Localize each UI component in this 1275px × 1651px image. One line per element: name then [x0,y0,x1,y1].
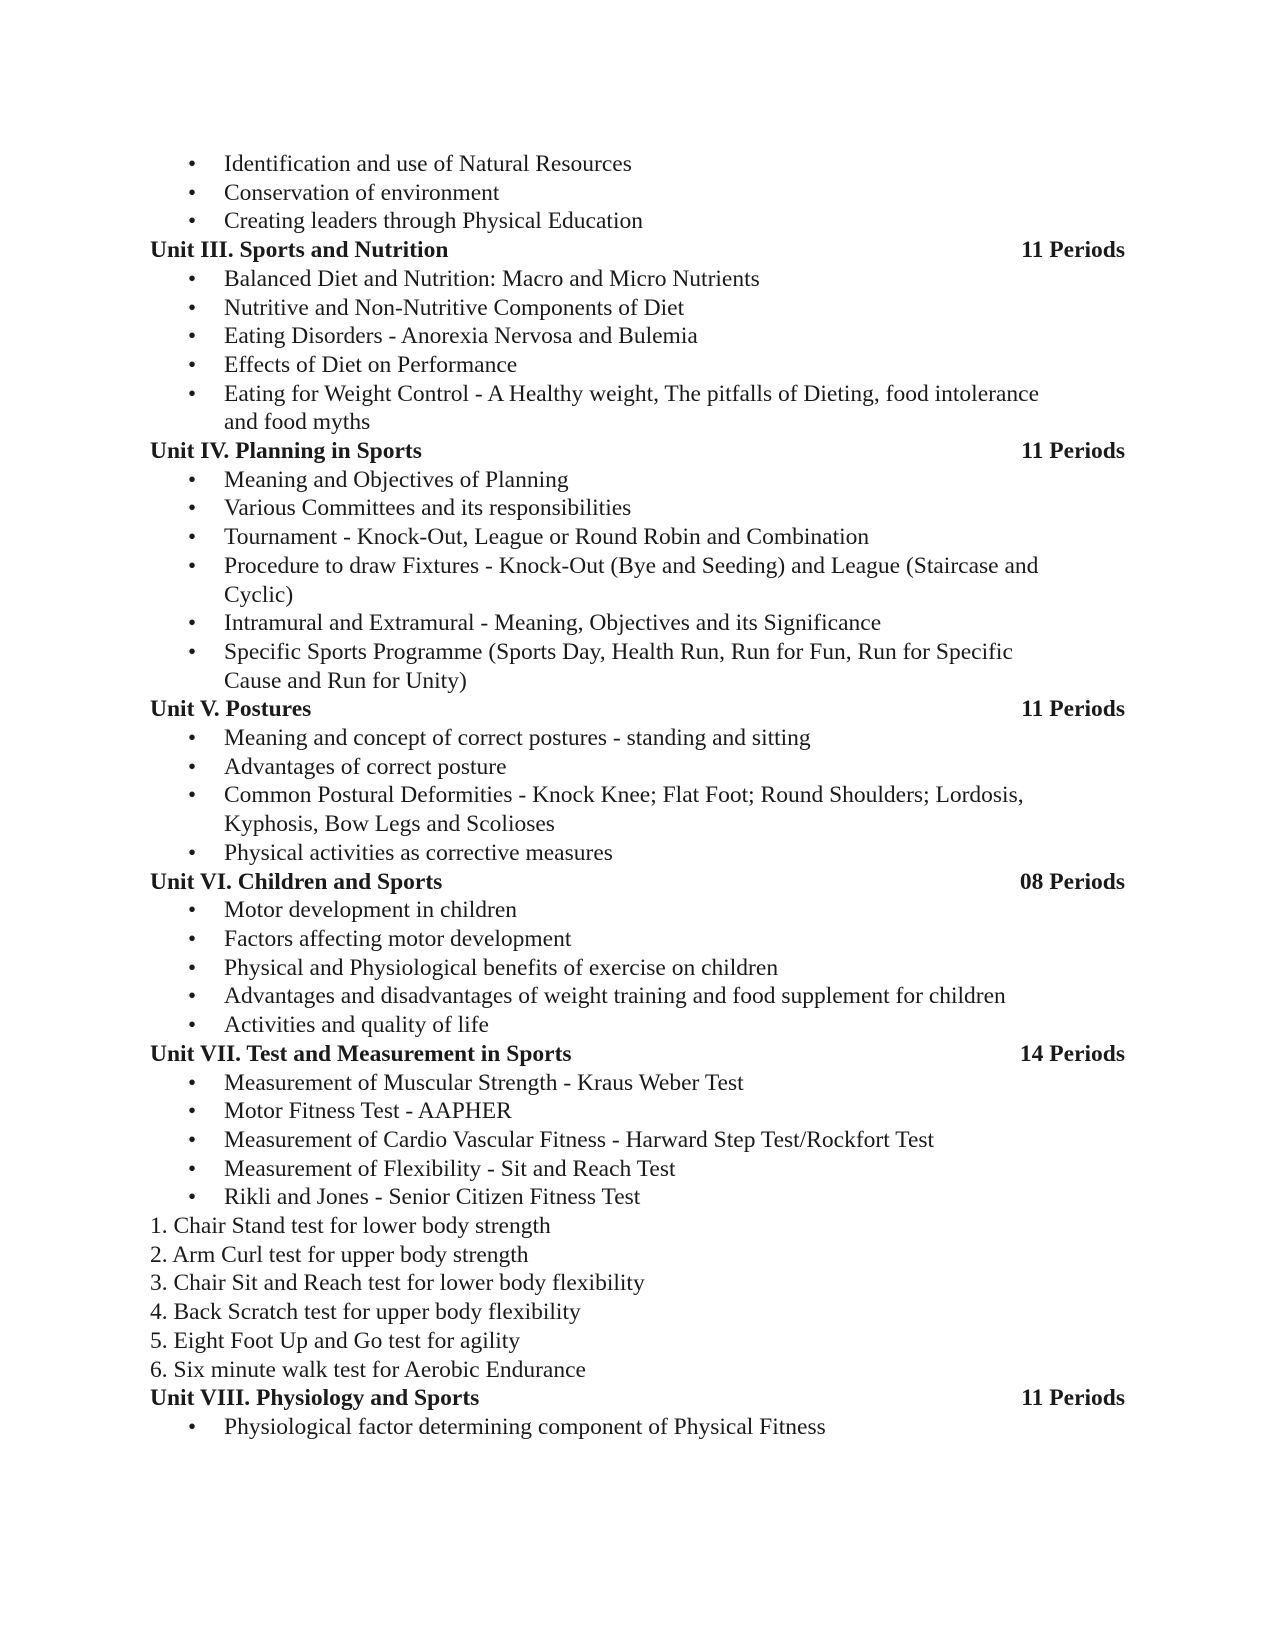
list-item: • Various Committees and its responsibilities [150,494,1125,523]
unit-periods: 08 Periods [1019,868,1125,895]
list-item: • Conservation of environment [150,179,1125,208]
unit-periods: 11 Periods [1021,696,1125,723]
list-item: • Motor development in children [150,896,1125,925]
numbered-item: 5. Eight Foot Up and Go test for agility [150,1327,521,1354]
list-item: • Measurement of Muscular Strength - Kraus Weber Test [150,1069,1125,1098]
unit-periods: 14 Periods [1019,1040,1125,1067]
list-item: • Meaning and Objectives of Planning [150,466,1125,495]
unit-periods: 11 Periods [1021,237,1125,264]
unit-heading [150,1384,1125,1413]
list-item: • Factors affecting motor development [150,925,1125,954]
list-item: • Meaning and concept of correct postures - standing and sitting [150,724,1125,753]
numbered-item: 2. Arm Curl test for upper body strength [150,1241,529,1268]
list-item-continuation: and food myths [224,409,371,436]
list-item: • Procedure to draw Fixtures - Knock-Out (Bye and Seeding) and League (Staircase and [150,552,1125,581]
unit-title: Unit VI. Children and Sports [150,868,443,895]
list-item: • Identification and use of Natural Resources [150,150,1125,179]
list-item: • Advantages of correct posture [150,753,1125,782]
list-item: • Physical and Physiological benefits of exercise on children [150,954,1125,983]
list-item: • Creating leaders through Physical Education [150,207,1125,236]
unit-heading [150,437,1125,466]
unit-title: Unit VII. Test and Measurement in Sports [150,1040,572,1067]
list-item: • Eating for Weight Control - A Healthy weight, The pitfalls of Dieting, food intolerance [150,380,1125,409]
numbered-item: 1. Chair Stand test for lower body strength [150,1213,551,1240]
list-item: • Common Postural Deformities - Knock Knee; Flat Foot; Round Shoulders; Lordosis, [150,781,1125,810]
list-item: • Advantages and disadvantages of weight training and food supplement for children [150,982,1125,1011]
list-item: • Physiological factor determining component of Physical Fitness [150,1413,1125,1442]
unit-title: Unit V. Postures [150,696,312,723]
unit-heading [150,1040,1125,1069]
numbered-item: 6. Six minute walk test for Aerobic Endurance [150,1356,586,1383]
unit-periods: 11 Periods [1021,1385,1125,1412]
numbered-item: 4. Back Scratch test for upper body flexibility [150,1299,581,1326]
list-item: • Nutritive and Non-Nutritive Components of Diet [150,294,1125,323]
list-item-continuation: Cause and Run for Unity) [224,667,467,694]
list-item: • Specific Sports Programme (Sports Day, Health Run, Run for Fun, Run for Specific [150,638,1125,667]
list-item: • Tournament - Knock-Out, League or Round Robin and Combination [150,523,1125,552]
list-item: • Motor Fitness Test - AAPHER [150,1097,1125,1126]
list-item-continuation: Kyphosis, Bow Legs and Scolioses [224,811,555,838]
unit-title: Unit III. Sports and Nutrition [150,237,449,264]
list-item: • Eating Disorders - Anorexia Nervosa and Bulemia [150,322,1125,351]
list-item: • Effects of Diet on Performance [150,351,1125,380]
list-item: • Physical activities as corrective measures [150,839,1125,868]
list-item: • Measurement of Flexibility - Sit and Reach Test [150,1155,1125,1184]
list-item: • Rikli and Jones - Senior Citizen Fitness Test [150,1183,1125,1212]
list-item: • Activities and quality of life [150,1011,1125,1040]
unit-heading [150,868,1125,897]
numbered-item: 3. Chair Sit and Reach test for lower body flexibility [150,1270,645,1297]
list-item: • Measurement of Cardio Vascular Fitness - Harward Step Test/Rockfort Test [150,1126,1125,1155]
syllabus-page [150,150,1125,1442]
list-item: • Balanced Diet and Nutrition: Macro and Micro Nutrients [150,265,1125,294]
unit-title: Unit IV. Planning in Sports [150,438,422,465]
list-item: • Intramural and Extramural - Meaning, Objectives and its Significance [150,609,1125,638]
list-item-continuation: Cyclic) [224,581,294,608]
unit-heading [150,236,1125,265]
unit-title: Unit VIII. Physiology and Sports [150,1385,480,1412]
unit-heading [150,695,1125,724]
unit-periods: 11 Periods [1021,438,1125,465]
